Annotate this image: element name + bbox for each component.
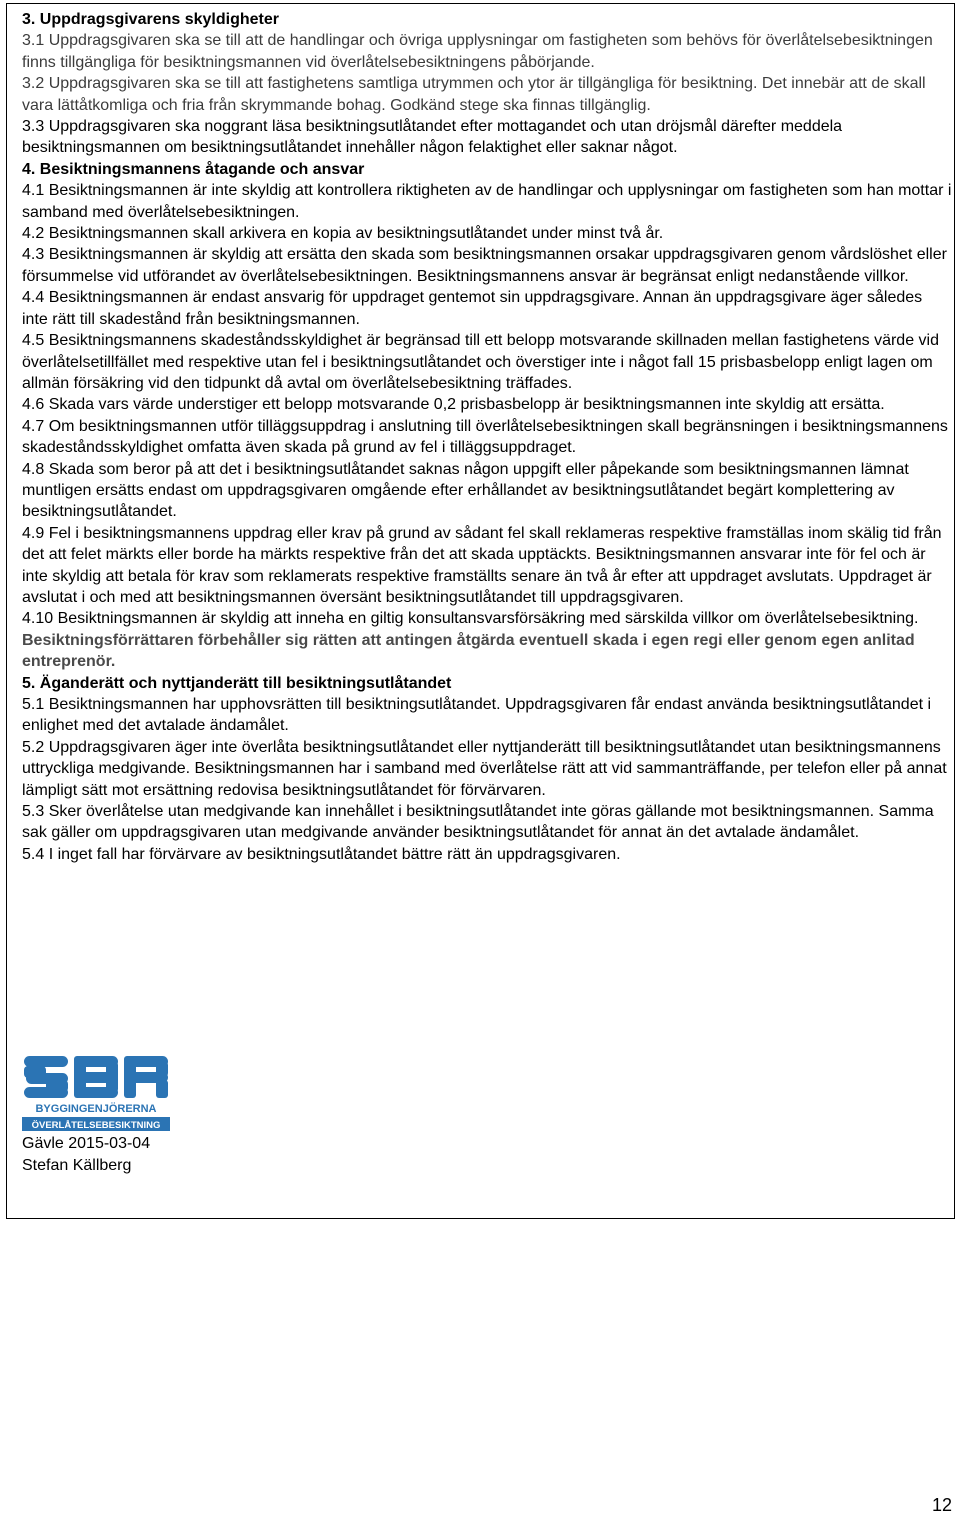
page-number: 12: [931, 1495, 952, 1515]
sbr-logo-mark: [24, 1056, 168, 1098]
paragraph-5-3: 5.3 Sker överlåtelse utan medgivande kan innehållet i besiktningsutlåtandet inte göras gällande mot besiktningsmannen. Samma sak gäller om uppdragsgivaren utan medgivande använder besiktningsutlåtandet för annat än det avtalade ändamålet.: [22, 803, 934, 842]
paragraph-4-3: 4.3 Besiktningsmannen är skyldig att ersätta den skada som besiktningsmannen orsakar uppdragsgivaren genom vårdslöshet eller försummelse vid utförandet av överlåtelsebesiktningen. Besiktningsmannens ansvar är begränsat enligt nedanstående villkor.: [22, 246, 947, 285]
paragraph-4-10: 4.10 Besiktningsmannen är skyldig att inneha en giltig konsultansvarsförsäkring med särskilda villkor om överlåtelsebesiktning.: [22, 610, 919, 628]
paragraph-5-1: 5.1 Besiktningsmannen har upphovsrätten till besiktningsutlåtandet. Uppdragsgivaren får endast använda besiktningsutlåtandet i enlighet med det avtalade ändamålet.: [22, 696, 932, 735]
paragraph-4-6: 4.6 Skada vars värde understiger ett belopp motsvarande 0,2 prisbasbelopp är besiktningsmannen inte skyldig att ersätta.: [22, 396, 885, 414]
paragraph-3-1: 3.1 Uppdragsgivaren ska se till att de handlingar och övriga upplysningar om fastigheten som behövs för överlåtelsebesiktningen finns tillgängliga för besiktningsmannen vid överlåtelsebesiktningens påbörjande.: [22, 32, 933, 71]
paragraph-5-2: 5.2 Uppdragsgivaren äger inte överlåta besiktningsutlåtandet eller nyttjanderätt till besiktningsutlåtandet utan besiktningsmannens uttryckliga medgivande. Besiktningsmannen har i samband med överlåtelse rätt att vid sammanträffande, per telefon eller på annat lämpligt sätt mot ersättning redovisa besiktningsutlåtandet för förvärvaren.: [22, 738, 947, 799]
paragraph-4-4: 4.4 Besiktningsmannen är endast ansvarig för uppdraget gentemot sin uppdragsgivare. Annan än uppdragsgivare äger således inte rätt till skadestånd från besiktningsmannen.: [22, 289, 923, 328]
reservation-notice: Besiktningsförrättaren förbehåller sig rätten att antingen åtgärda eventuell skada i egen regi eller genom egen anlitad entreprenör.: [22, 631, 915, 671]
logo-line-2: ÖVERLÅTELSEBESIKTNING: [31, 1120, 161, 1131]
heading-section-4: 4. Besiktningsmannens åtagande och ansvar: [22, 160, 365, 178]
signature-block: [22, 1133, 150, 1177]
paragraph-4-2: 4.2 Besiktningsmannen skall arkivera en kopia av besiktningsutlåtandet under minst två år.: [22, 225, 664, 243]
paragraph-3-3: 3.3 Uppdragsgivaren ska noggrant läsa besiktningsutlåtandet efter mottagandet och utan dröjsmål därefter meddela besiktningsmannen om besiktningsutlåtandet innehåller någon felaktighet eller saknar något.: [22, 118, 843, 157]
logo-line-1: BYGGINGENJÖRERNA: [35, 1103, 157, 1115]
document-body: [22, 9, 952, 865]
paragraph-4-1: 4.1 Besiktningsmannen är inte skyldig att kontrollera riktigheten av de handlingar och upplysningar om fastigheten som han mottar i samband med överlåtelsebesiktningen.: [22, 182, 952, 221]
paragraph-4-5: 4.5 Besiktningsmannens skadeståndsskyldighet är begränsad till ett belopp motsvarande skillnaden mellan fastighetens värde vid överlåtelsetillfället med respektive utan fel i besiktningsutlåtandet och överstiger inte i något fall 15 prisbasbelopp enligt lagen om allmän försäkring vid den tidpunkt då avtal om överlåtelsebesiktning träffades.: [22, 332, 939, 392]
document-frame: [6, 3, 955, 1219]
signature-name: Stefan Källberg: [22, 1157, 132, 1174]
paragraph-4-9: 4.9 Fel i besiktningsmannens uppdrag eller krav på grund av sådant fel skall reklameras respektive framställas inom skälig tid från det att felet märkts eller borde ha märkts respektive från det att skada upptäckts. Besiktningsmannen ansvarar inte för fel och är inte skyldig att betala för krav som reklamerats respektive framställts senare än två år efter att uppdraget avslutats. Uppdraget är avslutat i och med att besiktningsmannen översänt besiktningsutlåtandet till uppdragsgivaren.: [22, 524, 942, 606]
heading-section-5: 5. Äganderätt och nyttjanderätt till besiktningsutlåtandet: [22, 674, 452, 692]
heading-section-3: 3. Uppdragsgivarens skyldigheter: [22, 11, 279, 28]
paragraph-5-4: 5.4 I inget fall har förvärvare av besiktningsutlåtandet bättre rätt än uppdragsgivaren.: [22, 845, 621, 863]
signature-place-date: Gävle 2015-03-04: [22, 1135, 151, 1152]
sbr-logo: [22, 1056, 170, 1132]
paragraph-3-2: 3.2 Uppdragsgivaren ska se till att fastighetens samtliga utrymmen och ytor är tillgängliga för besiktning. Det innebär att de skall vara lättåtkomliga och fria från skrymmande bohag. Godkänd stege ska finnas tillgänglig.: [22, 75, 926, 114]
paragraph-4-8: 4.8 Skada som beror på att det i besiktningsutlåtandet saknas någon uppgift eller påpekande som besiktningsmannen lämnat muntligen ersätts endast om uppdragsgivaren omgående efter erhållandet av besiktningsutlåtandet begärt komplettering av besiktningsutlåtandet.: [22, 460, 909, 521]
paragraph-4-7: 4.7 Om besiktningsmannen utför tilläggsuppdrag i anslutning till överlåtelsebesiktningen skall begränsningen i besiktningsmannens skadeståndsskyldighet omfatta även skada på grund av fel i tilläggsuppdraget.: [22, 417, 948, 457]
